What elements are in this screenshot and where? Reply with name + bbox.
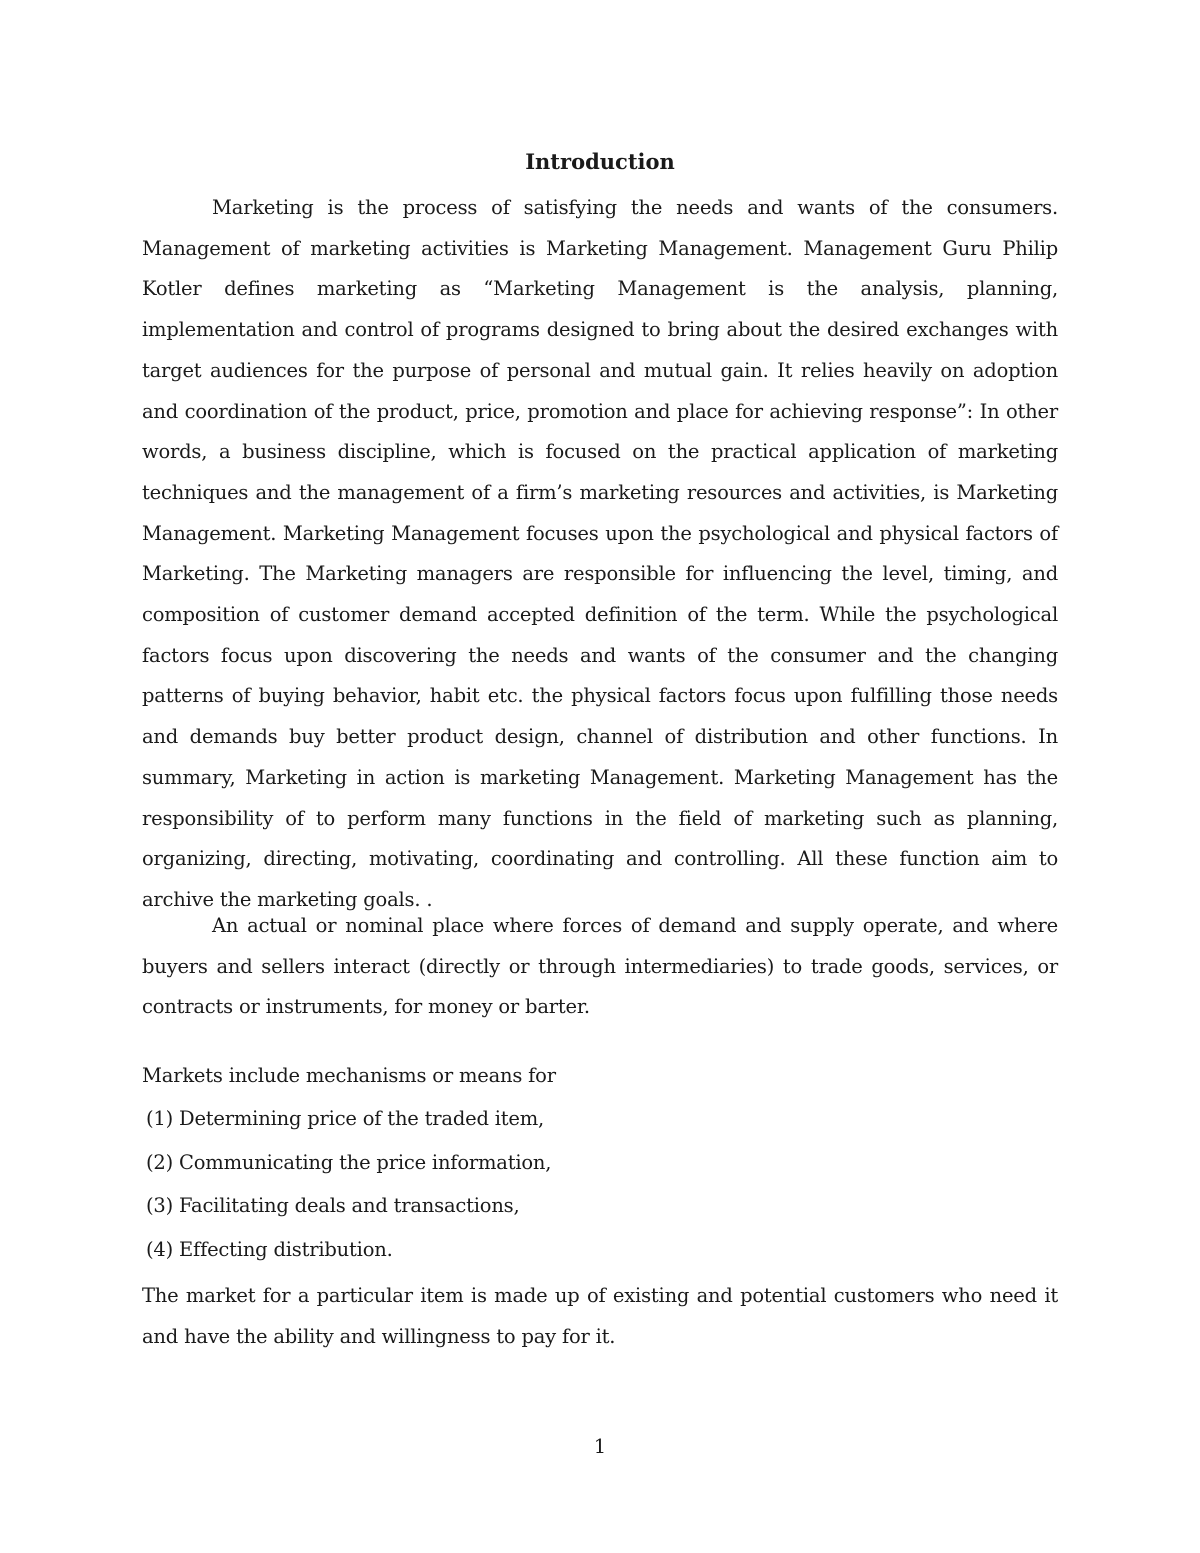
closing-paragraph: The market for a particular item is made up of existing and potential customers who need it and have the ability and willingness to pay for it. [142, 1284, 1058, 1348]
markets-intro-text: Markets include mechanisms or means for [142, 1064, 556, 1087]
paragraph-marketing-definition: Marketing is the process of satisfying the needs and wants of the consumers. Management of marketing activities is Marketing Management. Management Guru Philip Kotler defines marketing as “Marketing Management is the analysis, planning, implementation and control of programs designed to bring about the desired exchanges with target audiences for the purpose of personal and mutual gain. It relies heavily on adoption and coordination of the product, price, promotion and place for achieving response”: In other words, a business discipline, which is focused on the practical application of marketing techniques and the management of a firm’s marketing resources and activities, is Marketing Management. Marketing Management focuses upon the psychological and physical factors of Marketing. The Marketing managers are responsible for influencing the level, timing, and composition of customer demand accepted definition of the term. While the psychological factors focus upon discovering the needs and wants of the consumer and the changing patterns of buying behavior, habit etc. the physical factors focus upon fulfilling those needs and demands buy better product design, channel of distribution and other functions. In summary, Marketing in action is marketing Management. Marketing Management has the responsibility of to perform many functions in the field of marketing such as planning, organizing, directing, motivating, coordinating and controlling. All these function aim to archive the marketing goals. . [142, 196, 1058, 911]
markets-mechanisms-list [146, 1104, 1058, 1279]
list-item: (1) Determining price of the traded item, [146, 1107, 545, 1130]
page-number: 1 [593, 1435, 607, 1458]
list-item: (3) Facilitating deals and transactions, [146, 1194, 520, 1218]
page-title: Introduction [525, 149, 675, 174]
paragraph-market-definition: An actual or nominal place where forces of demand and supply operate, and where buyers and sellers interact (directly or through intermediaries) to trade goods, services, or contracts or instruments, for money or barter. [142, 914, 1058, 1019]
list-item: (2) Communicating the price information, [146, 1150, 552, 1174]
list-item: (4) Effecting distribution. [146, 1238, 393, 1262]
